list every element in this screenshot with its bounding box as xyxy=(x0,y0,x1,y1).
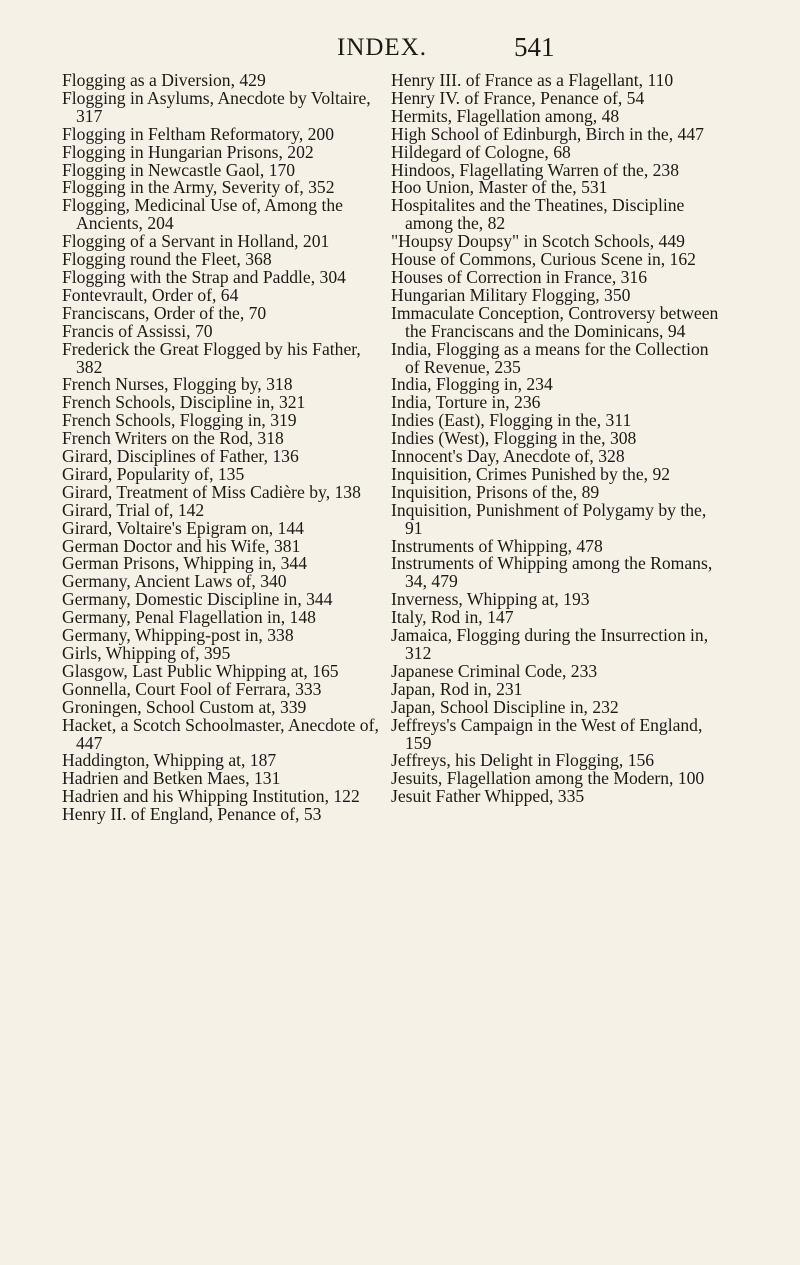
index-entry: Hildegard of Cologne, 68 xyxy=(391,141,571,162)
index-entry: Italy, Rod in, 147 xyxy=(391,607,514,628)
index-entry: Girard, Disciplines of Father, 136 xyxy=(62,446,299,467)
index-entry: Franciscans, Order of the, 70 xyxy=(62,302,267,323)
index-entry: Japan, School Discipline in, 232 xyxy=(391,696,619,717)
index-entry: Indies (East), Flogging in the, 311 xyxy=(391,410,632,431)
index-entry: Girard, Treatment of Miss Cadière by, 138 xyxy=(62,481,361,502)
index-entry: Jeffreys's Campaign in the West of England, 159 xyxy=(391,714,703,753)
index-entry: Immaculate Conception, Controversy between the Franciscans and the Dominicans, 94 xyxy=(391,302,719,341)
index-entry: Instruments of Whipping, 478 xyxy=(391,535,603,556)
index-entry: Germany, Domestic Discipline in, 344 xyxy=(62,589,333,610)
index-entry: Girard, Voltaire's Epigram on, 144 xyxy=(62,517,304,538)
index-entry: Instruments of Whipping among the Romans, 34, 479 xyxy=(391,553,713,592)
index-entry: Girard, Trial of, 142 xyxy=(62,499,205,520)
page-number: 541 xyxy=(514,32,555,62)
index-entry: Henry IV. of France, Penance of, 54 xyxy=(391,87,645,108)
index-entry: Glasgow, Last Public Whipping at, 165 xyxy=(62,660,339,681)
index-entry: Houses of Correction in France, 316 xyxy=(391,266,648,287)
index-entry: Henry II. of England, Penance of, 53 xyxy=(62,804,322,825)
index-entry: Indies (West), Flogging in the, 308 xyxy=(391,428,637,449)
index-entry: Groningen, School Custom at, 339 xyxy=(62,696,307,717)
index-entry: Hadrien and Betken Maes, 131 xyxy=(62,768,281,789)
index-entry: Innocent's Day, Anecdote of, 328 xyxy=(391,446,625,467)
index-entry: Frederick the Great Flogged by his Father, 382 xyxy=(62,338,361,377)
index-entry: India, Flogging as a means for the Collection of Revenue, 235 xyxy=(391,338,709,377)
index-title: INDEX. xyxy=(337,34,428,61)
index-entry: Germany, Penal Flagellation in, 148 xyxy=(62,607,316,628)
index-entry: Flogging of a Servant in Holland, 201 xyxy=(62,231,330,252)
index-entry: Jeffreys, his Delight in Flogging, 156 xyxy=(391,750,655,771)
index-entry: Germany, Whipping-post in, 338 xyxy=(62,625,294,646)
index-entry: House of Commons, Curious Scene in, 162 xyxy=(391,249,696,270)
index-entry: India, Torture in, 236 xyxy=(391,392,541,413)
index-entry: Hungarian Military Flogging, 350 xyxy=(391,284,631,305)
left-index-column xyxy=(62,72,380,824)
index-entry: India, Flogging in, 234 xyxy=(391,374,553,395)
index-entry: Henry III. of France as a Flagellant, 110 xyxy=(391,70,674,90)
index-entry: Flogging in the Army, Severity of, 352 xyxy=(62,177,335,198)
index-entry: Flogging as a Diversion, 429 xyxy=(62,70,266,90)
index-entry: "Houpsy Doupsy" in Scotch Schools, 449 xyxy=(391,231,685,252)
index-entry: French Schools, Flogging in, 319 xyxy=(62,410,297,431)
index-entry: Girls, Whipping of, 395 xyxy=(62,643,231,663)
page-header xyxy=(0,34,800,74)
index-entry: German Prisons, Whipping in, 344 xyxy=(62,553,307,574)
index-entry: Flogging round the Fleet, 368 xyxy=(62,249,272,270)
index-entry: Flogging in Asylums, Anecdote by Voltaire, 317 xyxy=(62,87,371,126)
index-entry: Japanese Criminal Code, 233 xyxy=(391,660,598,681)
index-entry: French Writers on the Rod, 318 xyxy=(62,428,284,449)
index-entry: Flogging in Newcastle Gaol, 170 xyxy=(62,159,296,180)
index-entry: Girard, Popularity of, 135 xyxy=(62,463,245,484)
index-entry: High School of Edinburgh, Birch in the, 447 xyxy=(391,123,704,144)
index-entry: Hacket, a Scotch Schoolmaster, Anecdote of, 447 xyxy=(62,714,379,753)
index-entry: Gonnella, Court Fool of Ferrara, 333 xyxy=(62,678,322,699)
index-entry: Jesuit Father Whipped, 335 xyxy=(391,786,585,807)
index-entry: Inquisition, Prisons of the, 89 xyxy=(391,481,600,502)
index-entry: Hindoos, Flagellating Warren of the, 238 xyxy=(391,159,680,180)
index-entry: Jesuits, Flagellation among the Modern, 100 xyxy=(391,768,705,789)
index-entry: Flogging with the Strap and Paddle, 304 xyxy=(62,266,346,287)
index-entry: German Doctor and his Wife, 381 xyxy=(62,535,301,556)
index-entry: Haddington, Whipping at, 187 xyxy=(62,750,277,771)
index-entry: Hadrien and his Whipping Institution, 122 xyxy=(62,786,360,807)
index-entry: French Nurses, Flogging by, 318 xyxy=(62,374,293,395)
index-entry: Flogging in Hungarian Prisons, 202 xyxy=(62,141,314,162)
index-entry: Japan, Rod in, 231 xyxy=(391,678,523,699)
index-entry: Flogging in Feltham Reformatory, 200 xyxy=(62,123,335,144)
index-entry: Hoo Union, Master of the, 531 xyxy=(391,177,608,198)
index-entry: Hermits, Flagellation among, 48 xyxy=(391,105,620,126)
index-entry: Fontevrault, Order of, 64 xyxy=(62,284,239,305)
index-entry: French Schools, Discipline in, 321 xyxy=(62,392,306,413)
index-entry: Inquisition, Punishment of Polygamy by the, 91 xyxy=(391,499,707,538)
index-entry: Inverness, Whipping at, 193 xyxy=(391,589,590,610)
index-entry: Germany, Ancient Laws of, 340 xyxy=(62,571,287,592)
right-index-column xyxy=(391,72,723,806)
index-entry: Francis of Assissi, 70 xyxy=(62,320,213,341)
index-entry: Jamaica, Flogging during the Insurrection in, 312 xyxy=(391,625,709,663)
index-entry: Flogging, Medicinal Use of, Among the Ancients, 204 xyxy=(62,195,343,234)
index-entry: Hospitalites and the Theatines, Discipline among the, 82 xyxy=(391,195,685,234)
index-entry: Inquisition, Crimes Punished by the, 92 xyxy=(391,463,671,484)
